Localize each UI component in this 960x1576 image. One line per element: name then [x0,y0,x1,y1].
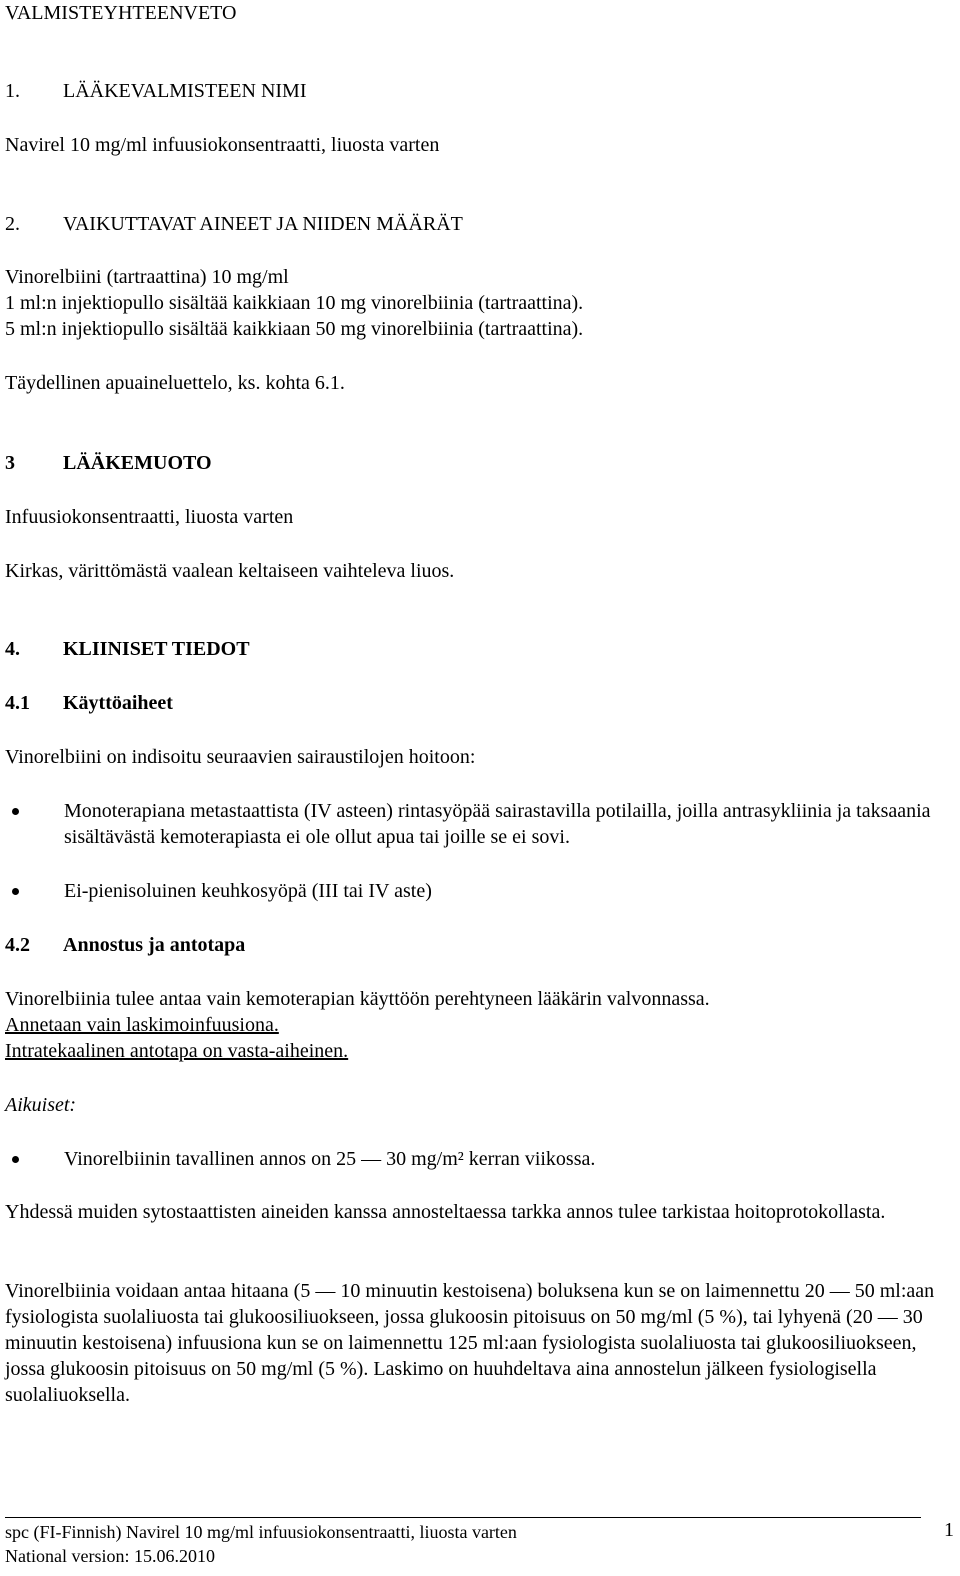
section-number: 4. [5,638,20,660]
section-3-heading [5,450,952,476]
indications-intro: Vinorelbiini on indisoitu seuraavien sairaustilojen hoitoon: [5,746,476,768]
document-title: VALMISTEYHTEENVETO [5,2,237,24]
footer-document-id: spc (FI-Finnish) Navirel 10 mg/ml infuusiokonsentraatti, liuosta varten [5,1522,517,1542]
bullet-icon [12,888,19,895]
route-statement: Annetaan vain laskimoinfuusiona. [5,1014,279,1036]
adults-subheading: Aikuiset: [5,1094,77,1116]
administration-paragraph: Vinorelbiinia voidaan antaa hitaana (5 — 10 minuutin kestoisena) boluksena kun se on laimennettu 20 — 50 ml:aan fysiologista suolaliuosta tai glukoosiliuokseen, jossa glukoosin pitoisuus on 50 mg/ml (5 %), tai lyhyenä (20 — 30 minuutin kestoisena) infuusiona kun se on laimennettu 125 ml:aan fysiologista suolaliuosta tai glukoosiliuokseen, jossa glukoosin pitoisuus on 50 mg/ml (5 %). Laskimo on huuhdeltava aina annostelun jälkeen fysiologisella suolaliuoksella. [5,1280,935,1406]
section-2-heading [5,211,952,237]
section-4-heading [5,636,952,662]
section-title: Käyttöaiheet [63,692,173,714]
list-item-text: Vinorelbiinin tavallinen annos on 25 — 30 mg/m² kerran viikossa. [64,1148,596,1170]
footer-divider [5,1517,921,1518]
excipients-reference: Täydellinen apuaineluettelo, ks. kohta 6.1. [5,372,345,394]
section-number: 4.1 [5,692,30,714]
section-title: Annostus ja antotapa [63,934,246,956]
section-number: 4.2 [5,934,30,956]
section-1-heading [5,78,952,104]
list-item [5,798,952,850]
section-number: 3 [5,452,15,474]
list-item-text: Ei-pienisoluinen keuhkosyöpä (III tai IV aste) [64,880,432,902]
section-4-2-heading [5,932,952,958]
section-number: 1. [5,80,20,102]
list-item-text: Monoterapiana metastaattista (IV asteen) rintasyöpää sairastavilla potilailla, joilla antrasykliinia ja taksaania sisältävästä kemoterapiasta ei ole ollut apua tai joille se ei sovi. [64,800,931,848]
combination-note: Yhdessä muiden sytostaattisten aineiden kanssa annosteltaessa tarkka annos tulee tarkistaa hoitoprotokollasta. [5,1201,886,1223]
footer-version: National version: 15.06.2010 [5,1546,215,1566]
contraindication-statement: Intratekaalinen antotapa on vasta-aiheinen. [5,1040,349,1062]
section-title: KLIINISET TIEDOT [63,638,250,660]
section-title: LÄÄKEMUOTO [63,452,212,474]
form-description: Kirkas, värittömästä vaalean keltaiseen vaihteleva liuos. [5,560,455,582]
composition-line: 1 ml:n injektiopullo sisältää kaikkiaan 10 mg vinorelbiinia (tartraattina). [5,292,584,314]
section-title: LÄÄKEVALMISTEEN NIMI [63,80,307,102]
dosing-supervision: Vinorelbiinia tulee antaa vain kemoterapian käyttöön perehtyneen lääkärin valvonnassa. [5,988,710,1010]
page-number: 1 [944,1519,954,1541]
list-item [5,1146,952,1172]
list-item [5,878,952,904]
section-number: 2. [5,213,20,235]
section-title: VAIKUTTAVAT AINEET JA NIIDEN MÄÄRÄT [63,213,463,235]
product-name: Navirel 10 mg/ml infuusiokonsentraatti, liuosta varten [5,134,440,156]
bullet-icon [12,808,19,815]
composition-line: Vinorelbiini (tartraattina) 10 mg/ml [5,266,289,288]
bullet-icon [12,1156,19,1163]
section-4-1-heading [5,690,952,716]
pharmaceutical-form: Infuusiokonsentraatti, liuosta varten [5,506,294,528]
composition-line: 5 ml:n injektiopullo sisältää kaikkiaan 50 mg vinorelbiinia (tartraattina). [5,318,584,340]
